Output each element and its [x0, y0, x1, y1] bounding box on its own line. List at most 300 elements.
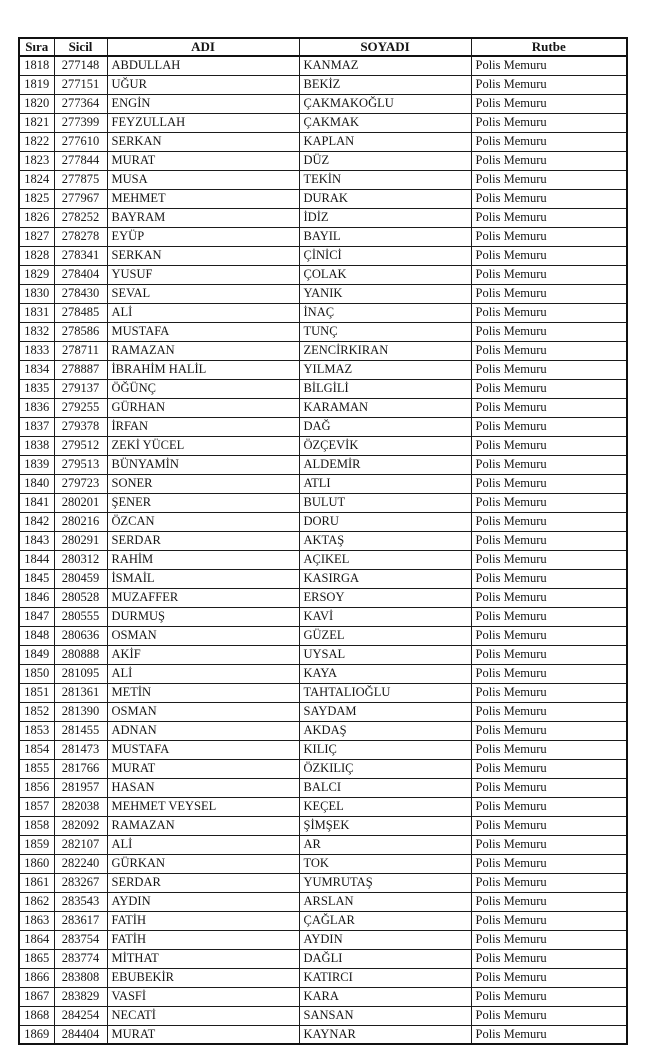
cell-sicil: 277844 — [54, 151, 107, 170]
cell-soyadi: ÇOLAK — [299, 265, 471, 284]
cell-sira: 1864 — [19, 930, 54, 949]
cell-sira: 1854 — [19, 740, 54, 759]
cell-soyadi: KARAMAN — [299, 398, 471, 417]
cell-sicil: 278430 — [54, 284, 107, 303]
table-row — [19, 816, 627, 835]
cell-soyadi: ÇİNİCİ — [299, 246, 471, 265]
table-row — [19, 436, 627, 455]
cell-rutbe: Polis Memuru — [471, 341, 627, 360]
cell-sicil: 283617 — [54, 911, 107, 930]
cell-sicil: 277967 — [54, 189, 107, 208]
cell-sicil: 284404 — [54, 1025, 107, 1044]
cell-soyadi: AR — [299, 835, 471, 854]
cell-sira: 1825 — [19, 189, 54, 208]
cell-sicil: 281455 — [54, 721, 107, 740]
cell-soyadi: YANIK — [299, 284, 471, 303]
table-row — [19, 588, 627, 607]
cell-sicil: 281361 — [54, 683, 107, 702]
cell-rutbe: Polis Memuru — [471, 531, 627, 550]
cell-sicil: 280459 — [54, 569, 107, 588]
cell-sira: 1821 — [19, 113, 54, 132]
cell-soyadi: SAYDAM — [299, 702, 471, 721]
table-row — [19, 512, 627, 531]
table-row — [19, 759, 627, 778]
cell-soyadi: TOK — [299, 854, 471, 873]
cell-sira: 1841 — [19, 493, 54, 512]
cell-adi: İSMAİL — [107, 569, 299, 588]
cell-rutbe: Polis Memuru — [471, 664, 627, 683]
cell-adi: SERDAR — [107, 873, 299, 892]
cell-sira: 1846 — [19, 588, 54, 607]
table-row — [19, 189, 627, 208]
cell-rutbe: Polis Memuru — [471, 94, 627, 113]
cell-sicil: 279378 — [54, 417, 107, 436]
cell-rutbe: Polis Memuru — [471, 721, 627, 740]
table-row — [19, 227, 627, 246]
cell-soyadi: ALDEMİR — [299, 455, 471, 474]
cell-adi: MUSA — [107, 170, 299, 189]
cell-sicil: 283267 — [54, 873, 107, 892]
cell-rutbe: Polis Memuru — [471, 987, 627, 1006]
cell-sira: 1824 — [19, 170, 54, 189]
cell-adi: ALİ — [107, 303, 299, 322]
cell-soyadi: DURAK — [299, 189, 471, 208]
table-row — [19, 607, 627, 626]
cell-rutbe: Polis Memuru — [471, 379, 627, 398]
cell-adi: AKİF — [107, 645, 299, 664]
cell-soyadi: BİLGİLİ — [299, 379, 471, 398]
cell-sira: 1845 — [19, 569, 54, 588]
cell-sira: 1847 — [19, 607, 54, 626]
cell-sira: 1823 — [19, 151, 54, 170]
cell-rutbe: Polis Memuru — [471, 550, 627, 569]
table-row — [19, 56, 627, 75]
cell-sicil: 278485 — [54, 303, 107, 322]
cell-adi: İBRAHİM HALİL — [107, 360, 299, 379]
cell-adi: SERKAN — [107, 246, 299, 265]
cell-soyadi: ZENCİRKIRAN — [299, 341, 471, 360]
cell-soyadi: GÜZEL — [299, 626, 471, 645]
cell-sicil: 278887 — [54, 360, 107, 379]
cell-sicil: 280291 — [54, 531, 107, 550]
cell-soyadi: TEKİN — [299, 170, 471, 189]
cell-rutbe: Polis Memuru — [471, 816, 627, 835]
cell-sira: 1822 — [19, 132, 54, 151]
cell-rutbe: Polis Memuru — [471, 151, 627, 170]
cell-sicil: 277151 — [54, 75, 107, 94]
cell-adi: GÜRKAN — [107, 854, 299, 873]
cell-soyadi: DAĞ — [299, 417, 471, 436]
table-row — [19, 873, 627, 892]
cell-adi: RAMAZAN — [107, 816, 299, 835]
cell-adi: RAHİM — [107, 550, 299, 569]
cell-soyadi: TUNÇ — [299, 322, 471, 341]
cell-adi: FATİH — [107, 930, 299, 949]
cell-adi: SERDAR — [107, 531, 299, 550]
cell-soyadi: KILIÇ — [299, 740, 471, 759]
cell-sicil: 280888 — [54, 645, 107, 664]
cell-rutbe: Polis Memuru — [471, 208, 627, 227]
table-row — [19, 930, 627, 949]
cell-adi: ALİ — [107, 835, 299, 854]
cell-adi: BÜNYAMİN — [107, 455, 299, 474]
cell-adi: MURAT — [107, 1025, 299, 1044]
cell-sicil: 283808 — [54, 968, 107, 987]
cell-sira: 1852 — [19, 702, 54, 721]
cell-rutbe: Polis Memuru — [471, 854, 627, 873]
cell-adi: SONER — [107, 474, 299, 493]
cell-soyadi: KAYA — [299, 664, 471, 683]
cell-sira: 1839 — [19, 455, 54, 474]
cell-soyadi: KEÇEL — [299, 797, 471, 816]
cell-adi: MEHMET VEYSEL — [107, 797, 299, 816]
cell-adi: ENGİN — [107, 94, 299, 113]
cell-sicil: 277399 — [54, 113, 107, 132]
cell-sira: 1826 — [19, 208, 54, 227]
cell-sira: 1830 — [19, 284, 54, 303]
cell-adi: OSMAN — [107, 702, 299, 721]
cell-soyadi: DAĞLI — [299, 949, 471, 968]
cell-sira: 1863 — [19, 911, 54, 930]
cell-sicil: 279512 — [54, 436, 107, 455]
cell-rutbe: Polis Memuru — [471, 303, 627, 322]
cell-rutbe: Polis Memuru — [471, 759, 627, 778]
cell-sicil: 280555 — [54, 607, 107, 626]
cell-adi: ÖZCAN — [107, 512, 299, 531]
cell-sira: 1867 — [19, 987, 54, 1006]
cell-rutbe: Polis Memuru — [471, 835, 627, 854]
cell-sicil: 278252 — [54, 208, 107, 227]
cell-adi: HASAN — [107, 778, 299, 797]
table-row — [19, 778, 627, 797]
table-row — [19, 835, 627, 854]
table-row — [19, 797, 627, 816]
cell-soyadi: KATIRCI — [299, 968, 471, 987]
table-row — [19, 626, 627, 645]
cell-sira: 1862 — [19, 892, 54, 911]
cell-soyadi: SANSAN — [299, 1006, 471, 1025]
cell-adi: İRFAN — [107, 417, 299, 436]
cell-adi: ŞENER — [107, 493, 299, 512]
table-row — [19, 854, 627, 873]
cell-sira: 1818 — [19, 56, 54, 75]
cell-adi: RAMAZAN — [107, 341, 299, 360]
table-row — [19, 968, 627, 987]
cell-rutbe: Polis Memuru — [471, 56, 627, 75]
cell-soyadi: DÜZ — [299, 151, 471, 170]
cell-adi: UĞUR — [107, 75, 299, 94]
table-row — [19, 379, 627, 398]
cell-adi: OSMAN — [107, 626, 299, 645]
cell-sicil: 282107 — [54, 835, 107, 854]
cell-sira: 1842 — [19, 512, 54, 531]
cell-sicil: 279137 — [54, 379, 107, 398]
cell-rutbe: Polis Memuru — [471, 645, 627, 664]
cell-sicil: 278586 — [54, 322, 107, 341]
cell-sicil: 281957 — [54, 778, 107, 797]
cell-adi: ZEKİ YÜCEL — [107, 436, 299, 455]
cell-sira: 1828 — [19, 246, 54, 265]
cell-rutbe: Polis Memuru — [471, 588, 627, 607]
cell-adi: MUSTAFA — [107, 322, 299, 341]
cell-rutbe: Polis Memuru — [471, 683, 627, 702]
cell-sicil: 280312 — [54, 550, 107, 569]
cell-rutbe: Polis Memuru — [471, 246, 627, 265]
cell-rutbe: Polis Memuru — [471, 189, 627, 208]
cell-soyadi: ATLI — [299, 474, 471, 493]
cell-sira: 1866 — [19, 968, 54, 987]
cell-sicil: 278404 — [54, 265, 107, 284]
table-row — [19, 683, 627, 702]
table-row — [19, 911, 627, 930]
cell-soyadi: ÇAKMAK — [299, 113, 471, 132]
cell-soyadi: BEKİZ — [299, 75, 471, 94]
cell-sira: 1837 — [19, 417, 54, 436]
cell-soyadi: AKDAŞ — [299, 721, 471, 740]
cell-adi: BAYRAM — [107, 208, 299, 227]
cell-soyadi: ÖZKILIÇ — [299, 759, 471, 778]
table-row — [19, 360, 627, 379]
cell-sicil: 277610 — [54, 132, 107, 151]
cell-sira: 1856 — [19, 778, 54, 797]
cell-soyadi: ÇAKMAKOĞLU — [299, 94, 471, 113]
table-row — [19, 721, 627, 740]
table-row — [19, 740, 627, 759]
cell-soyadi: KASIRGA — [299, 569, 471, 588]
header-rutbe: Rutbe — [471, 38, 627, 56]
table-row — [19, 94, 627, 113]
cell-sicil: 280528 — [54, 588, 107, 607]
cell-rutbe: Polis Memuru — [471, 132, 627, 151]
table-row — [19, 1025, 627, 1044]
cell-soyadi: KANMAZ — [299, 56, 471, 75]
table-row — [19, 702, 627, 721]
cell-soyadi: DORU — [299, 512, 471, 531]
cell-rutbe: Polis Memuru — [471, 949, 627, 968]
cell-adi: FEYZULLAH — [107, 113, 299, 132]
cell-rutbe: Polis Memuru — [471, 265, 627, 284]
cell-sicil: 278278 — [54, 227, 107, 246]
table-row — [19, 569, 627, 588]
cell-adi: EBUBEKİR — [107, 968, 299, 987]
cell-soyadi: KAPLAN — [299, 132, 471, 151]
cell-sicil: 284254 — [54, 1006, 107, 1025]
cell-soyadi: YUMRUTAŞ — [299, 873, 471, 892]
cell-sicil: 281095 — [54, 664, 107, 683]
header-adi: ADI — [107, 38, 299, 56]
cell-rutbe: Polis Memuru — [471, 474, 627, 493]
cell-adi: ABDULLAH — [107, 56, 299, 75]
table-row — [19, 132, 627, 151]
cell-soyadi: BULUT — [299, 493, 471, 512]
cell-sicil: 282092 — [54, 816, 107, 835]
cell-adi: SEVAL — [107, 284, 299, 303]
cell-rutbe: Polis Memuru — [471, 873, 627, 892]
table-row — [19, 322, 627, 341]
cell-sira: 1834 — [19, 360, 54, 379]
cell-sicil: 279513 — [54, 455, 107, 474]
cell-rutbe: Polis Memuru — [471, 493, 627, 512]
table-row — [19, 892, 627, 911]
table-row — [19, 474, 627, 493]
table-row — [19, 664, 627, 683]
cell-soyadi: ÇAĞLAR — [299, 911, 471, 930]
cell-soyadi: BALCI — [299, 778, 471, 797]
cell-rutbe: Polis Memuru — [471, 436, 627, 455]
cell-adi: ALİ — [107, 664, 299, 683]
cell-soyadi: İNAÇ — [299, 303, 471, 322]
cell-adi: EYÜP — [107, 227, 299, 246]
cell-rutbe: Polis Memuru — [471, 740, 627, 759]
cell-sicil: 279723 — [54, 474, 107, 493]
cell-soyadi: KARA — [299, 987, 471, 1006]
cell-rutbe: Polis Memuru — [471, 512, 627, 531]
cell-soyadi: KAYNAR — [299, 1025, 471, 1044]
cell-sicil: 278341 — [54, 246, 107, 265]
cell-soyadi: AÇIKEL — [299, 550, 471, 569]
cell-sira: 1836 — [19, 398, 54, 417]
cell-sira: 1840 — [19, 474, 54, 493]
table-row — [19, 113, 627, 132]
cell-sicil: 279255 — [54, 398, 107, 417]
cell-rutbe: Polis Memuru — [471, 284, 627, 303]
table-row — [19, 341, 627, 360]
header-soyadi: SOYADI — [299, 38, 471, 56]
header-sicil: Sicil — [54, 38, 107, 56]
cell-sicil: 281766 — [54, 759, 107, 778]
cell-sira: 1820 — [19, 94, 54, 113]
cell-sicil: 277875 — [54, 170, 107, 189]
cell-sira: 1827 — [19, 227, 54, 246]
cell-sicil: 280201 — [54, 493, 107, 512]
cell-sira: 1838 — [19, 436, 54, 455]
cell-rutbe: Polis Memuru — [471, 398, 627, 417]
cell-sira: 1853 — [19, 721, 54, 740]
cell-adi: MUSTAFA — [107, 740, 299, 759]
table-row — [19, 550, 627, 569]
cell-adi: SERKAN — [107, 132, 299, 151]
cell-adi: VASFİ — [107, 987, 299, 1006]
cell-sira: 1855 — [19, 759, 54, 778]
cell-rutbe: Polis Memuru — [471, 322, 627, 341]
cell-adi: ÖĞÜNÇ — [107, 379, 299, 398]
cell-adi: MEHMET — [107, 189, 299, 208]
table-body — [19, 56, 627, 1044]
table-row — [19, 645, 627, 664]
cell-sira: 1819 — [19, 75, 54, 94]
table-row — [19, 151, 627, 170]
cell-adi: DURMUŞ — [107, 607, 299, 626]
cell-soyadi: ŞİMŞEK — [299, 816, 471, 835]
table-row — [19, 75, 627, 94]
cell-adi: NECATİ — [107, 1006, 299, 1025]
cell-soyadi: AKTAŞ — [299, 531, 471, 550]
cell-rutbe: Polis Memuru — [471, 930, 627, 949]
cell-adi: METİN — [107, 683, 299, 702]
cell-soyadi: İDİZ — [299, 208, 471, 227]
cell-rutbe: Polis Memuru — [471, 968, 627, 987]
cell-soyadi: BAYIL — [299, 227, 471, 246]
cell-sicil: 277364 — [54, 94, 107, 113]
cell-rutbe: Polis Memuru — [471, 417, 627, 436]
table-row — [19, 303, 627, 322]
cell-sicil: 283754 — [54, 930, 107, 949]
cell-sicil: 280216 — [54, 512, 107, 531]
cell-sira: 1835 — [19, 379, 54, 398]
table-row — [19, 1006, 627, 1025]
cell-sira: 1844 — [19, 550, 54, 569]
cell-rutbe: Polis Memuru — [471, 227, 627, 246]
cell-rutbe: Polis Memuru — [471, 607, 627, 626]
cell-sicil: 277148 — [54, 56, 107, 75]
cell-soyadi: ERSOY — [299, 588, 471, 607]
cell-sira: 1849 — [19, 645, 54, 664]
cell-sira: 1851 — [19, 683, 54, 702]
cell-sira: 1850 — [19, 664, 54, 683]
cell-adi: MURAT — [107, 759, 299, 778]
cell-adi: MURAT — [107, 151, 299, 170]
cell-sicil: 283543 — [54, 892, 107, 911]
header-sira: Sıra — [19, 38, 54, 56]
cell-sira: 1861 — [19, 873, 54, 892]
table-row — [19, 493, 627, 512]
cell-rutbe: Polis Memuru — [471, 778, 627, 797]
table-row — [19, 398, 627, 417]
table-row — [19, 987, 627, 1006]
cell-soyadi: ARSLAN — [299, 892, 471, 911]
cell-sicil: 282240 — [54, 854, 107, 873]
cell-sira: 1848 — [19, 626, 54, 645]
table-row — [19, 949, 627, 968]
cell-rutbe: Polis Memuru — [471, 911, 627, 930]
cell-sira: 1859 — [19, 835, 54, 854]
personnel-table — [18, 37, 628, 1045]
cell-sira: 1857 — [19, 797, 54, 816]
cell-sira: 1833 — [19, 341, 54, 360]
cell-soyadi: ÖZÇEVİK — [299, 436, 471, 455]
table-row — [19, 208, 627, 227]
cell-sicil: 283774 — [54, 949, 107, 968]
cell-adi: AYDIN — [107, 892, 299, 911]
cell-adi: YUSUF — [107, 265, 299, 284]
table-row — [19, 246, 627, 265]
cell-sira: 1869 — [19, 1025, 54, 1044]
cell-rutbe: Polis Memuru — [471, 75, 627, 94]
cell-sira: 1832 — [19, 322, 54, 341]
cell-rutbe: Polis Memuru — [471, 626, 627, 645]
cell-rutbe: Polis Memuru — [471, 702, 627, 721]
table-row — [19, 265, 627, 284]
cell-soyadi: KAVİ — [299, 607, 471, 626]
cell-rutbe: Polis Memuru — [471, 1025, 627, 1044]
cell-sira: 1865 — [19, 949, 54, 968]
table-row — [19, 170, 627, 189]
cell-sira: 1843 — [19, 531, 54, 550]
cell-rutbe: Polis Memuru — [471, 569, 627, 588]
cell-rutbe: Polis Memuru — [471, 797, 627, 816]
cell-sira: 1858 — [19, 816, 54, 835]
cell-rutbe: Polis Memuru — [471, 170, 627, 189]
cell-sira: 1860 — [19, 854, 54, 873]
cell-sira: 1868 — [19, 1006, 54, 1025]
cell-sicil: 281390 — [54, 702, 107, 721]
cell-adi: MUZAFFER — [107, 588, 299, 607]
table-row — [19, 417, 627, 436]
cell-sicil: 282038 — [54, 797, 107, 816]
cell-soyadi: UYSAL — [299, 645, 471, 664]
table-row — [19, 455, 627, 474]
cell-soyadi: TAHTALIOĞLU — [299, 683, 471, 702]
